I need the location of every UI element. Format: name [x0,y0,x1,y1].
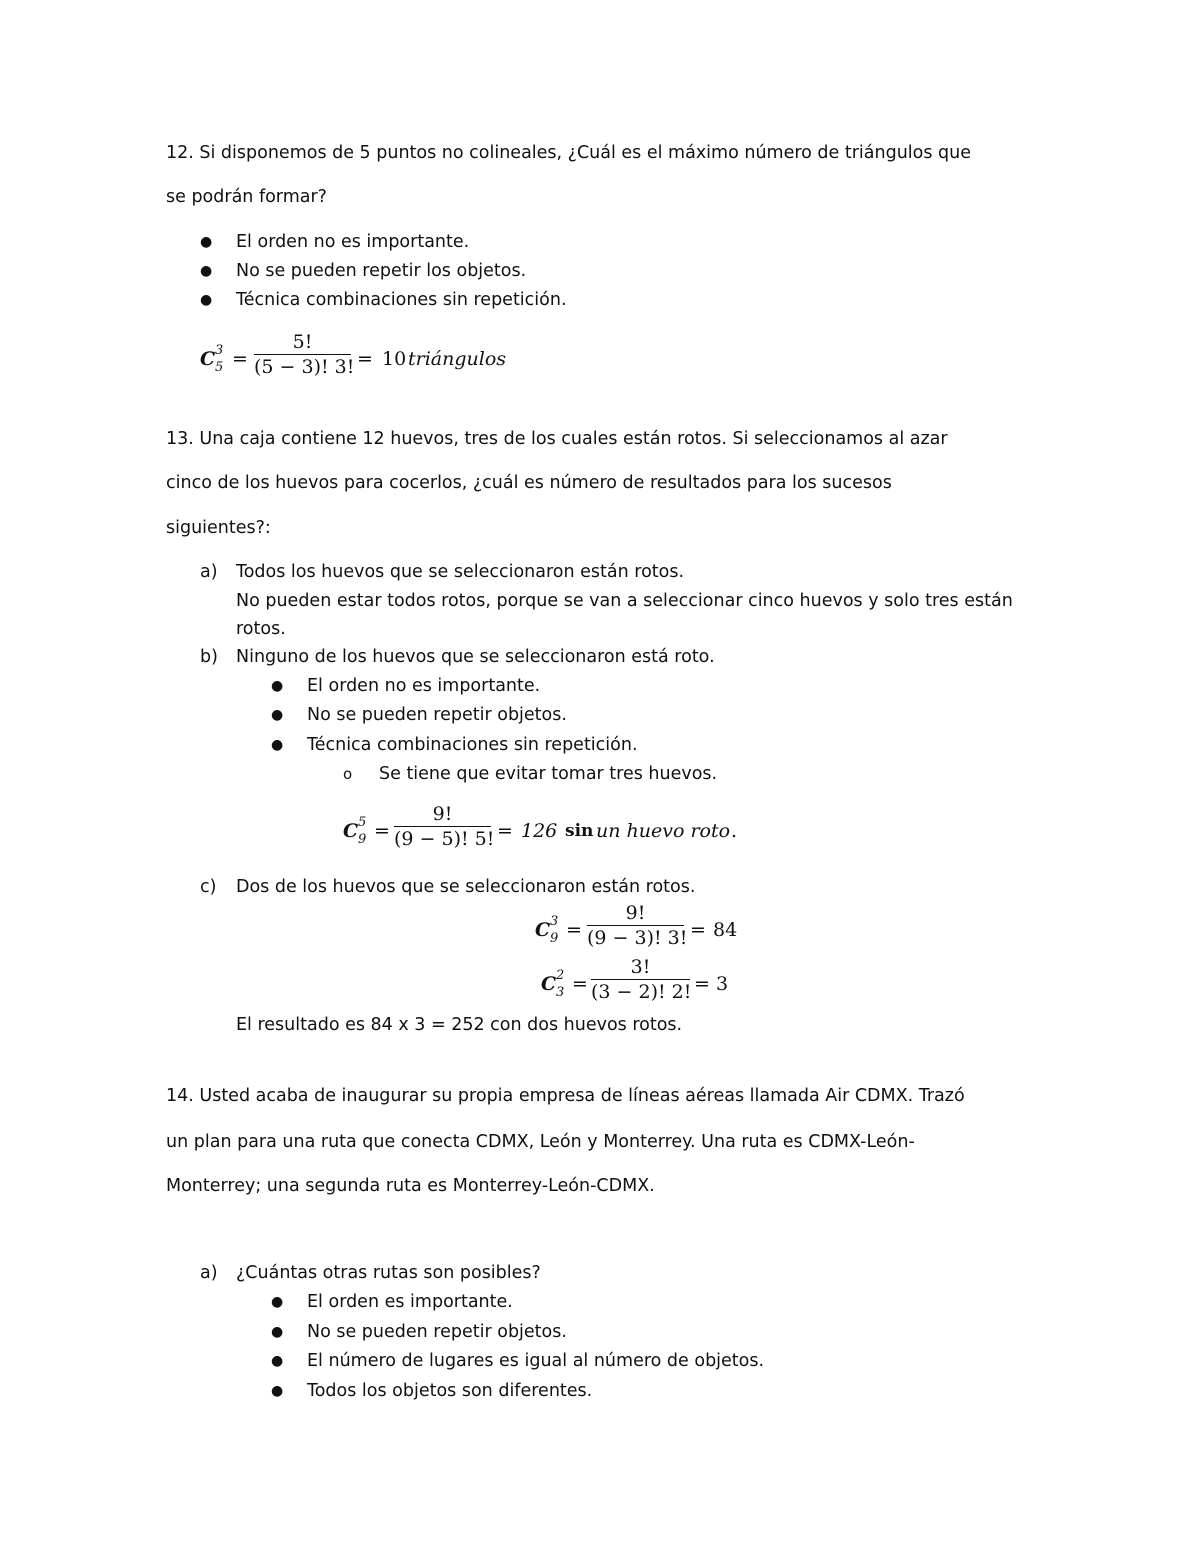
combination-sub: 9 [358,832,367,847]
fraction-numerator: 9! [432,803,453,825]
q14-line-2: un plan para una ruta que conecta CDMX, León y Monterrey. Una ruta es CDMX-León- [166,1132,915,1152]
fraction-denominator: (9 − 5)! 5! [394,828,495,850]
bullet-icon: ● [271,1353,284,1369]
q13-b-bullet-3: Técnica combinaciones sin repetición. [307,735,638,755]
equals-sign: = [374,820,390,842]
q12-bullet-1: El orden no es importante. [236,232,470,252]
result-number: 10 [382,348,407,370]
fraction-numerator: 3! [630,956,651,978]
q13-b-text: Ninguno de los huevos que se seleccionaron está roto. [236,647,715,667]
combination-sub: 3 [556,985,565,1000]
fraction-bar [394,826,491,827]
combination-symbol: C [343,820,359,842]
fraction-numerator: 5! [292,331,313,353]
result-text: un huevo roto [596,820,731,842]
q13-b-bullet-1: El orden no es importante. [307,676,541,696]
q13-c-result: El resultado es 84 x 3 = 252 con dos huevos rotos. [236,1015,683,1035]
equals-sign: = [497,820,513,842]
bullet-icon: ● [271,1383,284,1399]
equals-sign: = [690,919,706,941]
q14-a-bullet-1: El orden es importante. [307,1292,513,1312]
bullet-icon: ● [271,1324,284,1340]
q13-line-3: siguientes?: [166,518,271,538]
bullet-icon: ● [271,1294,284,1310]
result-dot: . [731,820,738,842]
equals-sign: = [232,348,248,370]
bullet-icon: ● [200,234,213,250]
combination-symbol: C [535,919,551,941]
bullet-icon: ● [200,292,213,308]
q12-bullet-2: No se pueden repetir los objetos. [236,261,527,281]
result-number: 3 [716,973,729,995]
combination-sup: 5 [358,815,367,830]
q14-a-text: ¿Cuántas otras rutas son posibles? [236,1263,541,1283]
q13-a-answer-2: rotos. [236,619,286,639]
combination-sup: 3 [215,343,224,358]
q12-line-1: 12. Si disponemos de 5 puntos no colineales, ¿Cuál es el máximo número de triángulos que [166,143,972,163]
bullet-icon: ● [271,737,284,753]
fraction-denominator: (9 − 3)! 3! [587,927,688,949]
equals-sign: = [357,348,373,370]
q13-c-text: Dos de los huevos que se seleccionaron están rotos. [236,877,696,897]
q14-a-bullet-3: El número de lugares es igual al número de objetos. [307,1351,765,1371]
q12-bullet-3: Técnica combinaciones sin repetición. [236,290,567,310]
item-marker-a: a) [200,1263,218,1283]
combination-symbol: C [200,348,216,370]
q13-a-answer-1: No pueden estar todos rotos, porque se van a seleccionar cinco huevos y solo tres están [236,591,1013,611]
result-number: 84 [713,919,738,941]
fraction-bar [587,925,684,926]
item-marker-c: c) [200,877,217,897]
combination-sup: 2 [556,968,565,983]
bullet-icon: ● [271,707,284,723]
combination-sup: 3 [550,914,559,929]
q14-line-3: Monterrey; una segunda ruta es Monterrey-León-CDMX. [166,1176,655,1196]
result-sin: sin [565,821,594,841]
fraction [587,902,688,949]
q12-line-2: se podrán formar? [166,187,327,207]
q13-b-sub-text: Se tiene que evitar tomar tres huevos. [379,764,718,784]
sub-bullet-icon: o [343,765,353,783]
item-marker-b: b) [200,647,218,667]
fraction-denominator: (3 − 2)! 2! [591,981,692,1003]
fraction [394,803,495,850]
q13-line-2: cinco de los huevos para cocerlos, ¿cuál es número de resultados para los sucesos [166,473,892,493]
combination-sub: 5 [215,360,224,375]
fraction-numerator: 9! [625,902,646,924]
result-number: 126 [521,820,558,842]
fraction-denominator: (5 − 3)! 3! [254,356,355,378]
equals-sign: = [572,973,588,995]
combination-symbol: C [541,973,557,995]
equals-sign: = [694,973,710,995]
equals-sign: = [566,919,582,941]
fraction [254,331,355,378]
item-marker-a: a) [200,562,218,582]
q13-line-1: 13. Una caja contiene 12 huevos, tres de los cuales están rotos. Si seleccionamos al azar [166,429,948,449]
bullet-icon: ● [200,263,213,279]
combination-sub: 9 [550,931,559,946]
fraction-bar [254,354,351,355]
q14-a-bullet-2: No se pueden repetir objetos. [307,1322,567,1342]
q14-a-bullet-4: Todos los objetos son diferentes. [307,1381,593,1401]
result-text: triángulos [408,348,507,370]
fraction [591,956,690,1003]
q14-line-1: 14. Usted acaba de inaugurar su propia empresa de líneas aéreas llamada Air CDMX. Trazó [166,1086,965,1106]
q13-a-text: Todos los huevos que se seleccionaron están rotos. [236,562,685,582]
bullet-icon: ● [271,678,284,694]
fraction-bar [591,979,690,980]
q13-b-bullet-2: No se pueden repetir objetos. [307,705,567,725]
